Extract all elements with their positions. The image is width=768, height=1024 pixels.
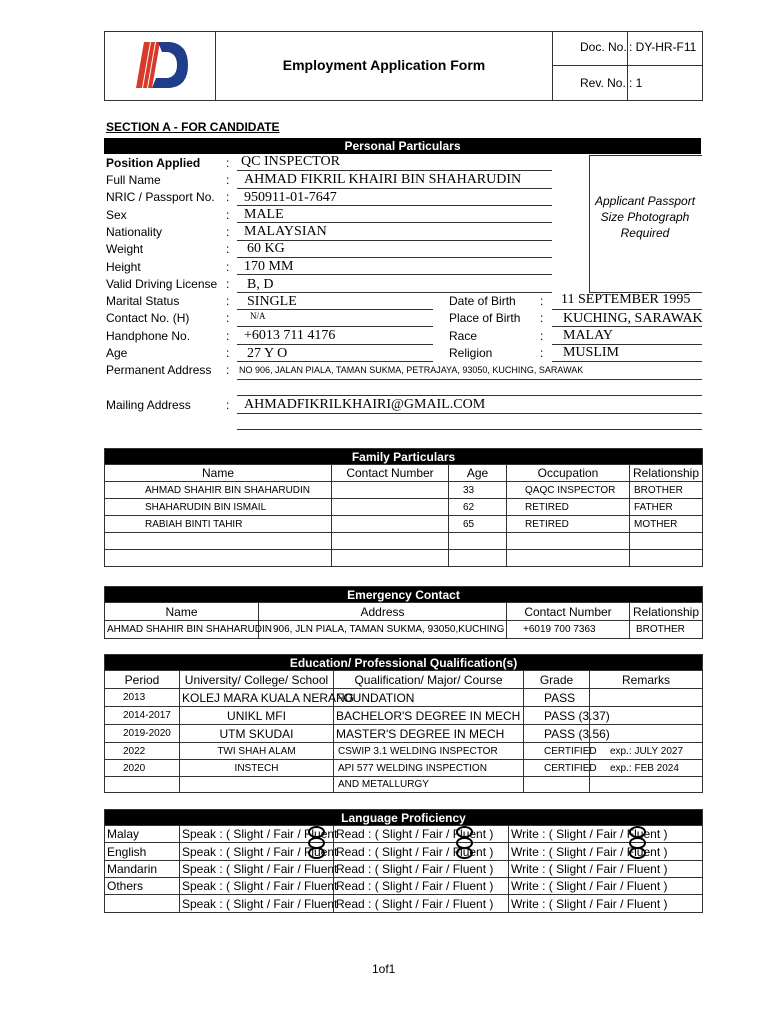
edu-cell-school[interactable]: KOLEJ MARA KUALA NERANG bbox=[180, 689, 334, 707]
emergency-header-contact: Contact Number bbox=[507, 603, 630, 621]
family-cell-name[interactable]: AHMAD SHAHIR BIN SHAHARUDIN bbox=[105, 482, 332, 499]
family-cell-empty[interactable] bbox=[507, 550, 630, 567]
colon: : bbox=[540, 311, 544, 325]
family-cell-empty[interactable] bbox=[449, 550, 507, 567]
doc-no-label: Doc. No. bbox=[580, 40, 627, 54]
rev-no-value: : 1 bbox=[629, 76, 643, 90]
edu-cell-period[interactable]: 2019-2020 bbox=[105, 725, 180, 743]
family-cell-age[interactable]: 65 bbox=[449, 516, 507, 533]
field-value-height[interactable]: 170 MM bbox=[244, 259, 294, 274]
field-value-contact[interactable]: N/A bbox=[250, 311, 266, 321]
family-cell-relationship[interactable]: MOTHER bbox=[630, 516, 703, 533]
edu-cell-grade[interactable]: PASS (3.37) bbox=[524, 707, 590, 725]
family-cell-age[interactable]: 62 bbox=[449, 499, 507, 516]
field-value-position[interactable]: QC INSPECTOR bbox=[241, 154, 340, 169]
field-value-permanent[interactable]: NO 906, JALAN PIALA, TAMAN SUKMA, PETRAJAYA, 93050, KUCHING, SARAWAK bbox=[239, 365, 584, 375]
selection-circle-mark bbox=[629, 847, 646, 859]
emergency-table bbox=[104, 586, 703, 639]
education-header-school: University/ College/ School bbox=[180, 671, 334, 689]
field-label-fullname: Full Name bbox=[106, 173, 161, 187]
field-value-nric[interactable]: 950911-01-7647 bbox=[244, 190, 337, 205]
edu-cell-grade[interactable]: CERTIFIED bbox=[524, 760, 590, 777]
edu-cell-period[interactable]: 2020 bbox=[105, 760, 180, 777]
personal-particulars-bar: Personal Particulars bbox=[104, 138, 701, 154]
edu-cell-grade[interactable]: PASS bbox=[524, 689, 590, 707]
selection-circle-mark bbox=[456, 847, 473, 859]
emergency-cell-name[interactable]: AHMAD SHAHIR BIN SHAHARUDIN bbox=[105, 621, 259, 639]
family-particulars-bar: Family Particulars bbox=[105, 449, 703, 465]
emergency-header-relationship: Relationship bbox=[630, 603, 703, 621]
table-row bbox=[105, 550, 703, 567]
field-label-handphone: Handphone No. bbox=[106, 329, 191, 343]
lang-cell-read[interactable]: Read : ( Slight / Fair / Fluent ) bbox=[334, 895, 509, 913]
edu-cell-remarks[interactable] bbox=[590, 777, 703, 793]
field-value-sex[interactable]: MALE bbox=[244, 207, 284, 222]
lang-cell-speak[interactable]: Speak : ( Slight / Fair / Fluent bbox=[180, 878, 334, 895]
lang-cell-write[interactable]: Write : ( Slight / Fair / Fluent ) bbox=[509, 878, 703, 895]
colon: : bbox=[226, 398, 230, 412]
field-label-nric: NRIC / Passport No. bbox=[106, 190, 215, 204]
family-cell-empty[interactable] bbox=[630, 550, 703, 567]
field-label-position: Position Applied bbox=[106, 156, 201, 170]
edu-cell-school[interactable]: UTM SKUDAI bbox=[180, 725, 334, 743]
table-row bbox=[105, 533, 703, 550]
edu-cell-grade[interactable] bbox=[524, 777, 590, 793]
emergency-cell-relationship[interactable]: BROTHER bbox=[630, 621, 703, 639]
table-row bbox=[105, 826, 703, 843]
family-cell-empty[interactable] bbox=[507, 533, 630, 550]
family-cell-occupation[interactable]: QAQC INSPECTOR bbox=[507, 482, 630, 499]
field-label-pob: Place of Birth bbox=[449, 311, 521, 325]
field-value-mailing[interactable]: AHMADFIKRILKHAIRI@GMAIL.COM bbox=[244, 397, 486, 412]
table-row bbox=[105, 743, 703, 760]
edu-cell-grade[interactable]: CERTIFIED bbox=[524, 743, 590, 760]
family-header-relationship: Relationship bbox=[630, 465, 703, 482]
family-cell-empty[interactable] bbox=[105, 533, 332, 550]
edu-cell-school[interactable]: TWI SHAH ALAM bbox=[180, 743, 334, 760]
family-header-name: Name bbox=[105, 465, 332, 482]
table-row bbox=[105, 777, 703, 793]
colon: : bbox=[226, 294, 230, 308]
education-header-qualification: Qualification/ Major/ Course bbox=[334, 671, 524, 689]
family-cell-empty[interactable] bbox=[332, 550, 449, 567]
lang-cell-speak[interactable]: Speak : ( Slight / Fair / Fluent bbox=[180, 826, 334, 843]
lang-cell-write[interactable]: Write : ( Slight / Fair / Fluent ) bbox=[509, 843, 703, 861]
colon: : bbox=[226, 242, 230, 256]
table-row bbox=[105, 621, 703, 639]
field-value-handphone[interactable]: +6013 711 4176 bbox=[244, 328, 336, 343]
colon: : bbox=[226, 346, 230, 360]
field-label-marital: Marital Status bbox=[106, 294, 180, 308]
family-header-age: Age bbox=[449, 465, 507, 482]
edu-cell-period[interactable]: 2022 bbox=[105, 743, 180, 760]
emergency-cell-contact[interactable]: +6019 700 7363 bbox=[507, 621, 630, 639]
field-label-dob: Date of Birth bbox=[449, 294, 516, 308]
family-table bbox=[104, 448, 703, 567]
field-label-nationality: Nationality bbox=[106, 225, 163, 239]
education-bar: Education/ Professional Qualification(s) bbox=[105, 655, 703, 671]
colon: : bbox=[226, 190, 230, 204]
edu-cell-qualification[interactable]: BACHELOR'S DEGREE IN MECH bbox=[334, 707, 524, 725]
colon: : bbox=[226, 363, 230, 377]
family-cell-name[interactable]: SHAHARUDIN BIN ISMAIL bbox=[105, 499, 332, 516]
colon: : bbox=[226, 208, 230, 222]
lang-cell-write[interactable]: Write : ( Slight / Fair / Fluent ) bbox=[509, 826, 703, 843]
edu-cell-school[interactable]: UNIKL MFI bbox=[180, 707, 334, 725]
lang-cell-write[interactable]: Write : ( Slight / Fair / Fluent ) bbox=[509, 861, 703, 878]
table-row bbox=[105, 760, 703, 777]
emergency-cell-address[interactable]: 906, JLN PIALA, TAMAN SUKMA, 93050,KUCHING bbox=[259, 621, 507, 639]
table-row bbox=[105, 878, 703, 895]
lang-cell-name bbox=[105, 895, 180, 913]
page-number: 1of1 bbox=[372, 962, 396, 976]
field-value-dob[interactable]: 11 SEPTEMBER 1995 bbox=[561, 292, 691, 307]
section-title: SECTION A - FOR CANDIDATE bbox=[106, 120, 280, 134]
family-header-contact: Contact Number bbox=[332, 465, 449, 482]
colon: : bbox=[226, 156, 230, 170]
family-cell-contact[interactable] bbox=[332, 482, 449, 499]
family-cell-contact[interactable] bbox=[332, 516, 449, 533]
table-row bbox=[105, 707, 703, 725]
edu-cell-qualification[interactable]: AND METALLURGY bbox=[334, 777, 524, 793]
edu-cell-school[interactable]: INSTECH bbox=[180, 760, 334, 777]
family-cell-empty[interactable] bbox=[630, 533, 703, 550]
field-label-age: Age bbox=[106, 346, 128, 360]
language-bar: Language Proficiency bbox=[105, 810, 703, 826]
table-row bbox=[105, 482, 703, 499]
emergency-header-name: Name bbox=[105, 603, 259, 621]
field-label-contact: Contact No. (H) bbox=[106, 311, 190, 325]
family-cell-relationship[interactable]: BROTHER bbox=[630, 482, 703, 499]
edu-cell-period[interactable] bbox=[105, 777, 180, 793]
edu-cell-qualification[interactable]: CSWIP 3.1 WELDING INSPECTOR bbox=[334, 743, 524, 760]
edu-cell-qualification[interactable]: MASTER'S DEGREE IN MECH bbox=[334, 725, 524, 743]
family-cell-occupation[interactable]: RETIRED bbox=[507, 516, 630, 533]
field-value-fullname[interactable]: AHMAD FIKRIL KHAIRI BIN SHAHARUDIN bbox=[244, 172, 522, 187]
photo-placeholder-text: Applicant Passport Size Photograph Required bbox=[594, 194, 696, 240]
field-label-weight: Weight bbox=[106, 242, 144, 256]
education-header-period: Period bbox=[105, 671, 180, 689]
table-row bbox=[105, 895, 703, 913]
family-cell-age[interactable]: 33 bbox=[449, 482, 507, 499]
field-label-height: Height bbox=[106, 260, 141, 274]
table-row bbox=[105, 843, 703, 861]
doc-no-value: : DY-HR-F11 bbox=[629, 40, 697, 54]
field-label-race: Race bbox=[449, 329, 478, 343]
table-row bbox=[105, 689, 703, 707]
family-cell-empty[interactable] bbox=[332, 533, 449, 550]
field-value-race[interactable]: MALAY bbox=[563, 328, 614, 343]
colon: : bbox=[226, 311, 230, 325]
education-header-remarks: Remarks bbox=[590, 671, 703, 689]
colon: : bbox=[226, 225, 230, 239]
colon: : bbox=[226, 277, 230, 291]
lang-cell-write[interactable]: Write : ( Slight / Fair / Fluent ) bbox=[509, 895, 703, 913]
field-label-permanent: Permanent Address bbox=[106, 363, 212, 377]
colon: : bbox=[226, 173, 230, 187]
family-cell-occupation[interactable]: RETIRED bbox=[507, 499, 630, 516]
family-header-occupation: Occupation bbox=[507, 465, 630, 482]
colon: : bbox=[540, 294, 544, 308]
colon: : bbox=[540, 346, 544, 360]
edu-cell-qualification[interactable]: FOUNDATION bbox=[334, 689, 524, 707]
lang-cell-read[interactable]: Read : ( Slight / Fair / Fluent ) bbox=[334, 843, 509, 861]
lang-cell-name: Malay bbox=[105, 826, 180, 843]
colon: : bbox=[540, 329, 544, 343]
field-label-sex: Sex bbox=[106, 208, 127, 222]
edu-cell-school[interactable] bbox=[180, 777, 334, 793]
form-title: Employment Application Form bbox=[282, 57, 486, 73]
field-value-driving[interactable]: B, D bbox=[247, 277, 274, 292]
lang-cell-name: Others bbox=[105, 878, 180, 895]
edu-cell-remarks[interactable] bbox=[590, 689, 703, 707]
family-cell-name[interactable]: RABIAH BINTI TAHIR bbox=[105, 516, 332, 533]
emergency-header-address: Address bbox=[259, 603, 507, 621]
lang-cell-speak[interactable]: Speak : ( Slight / Fair / Fluent bbox=[180, 895, 334, 913]
lang-cell-speak[interactable]: Speak : ( Slight / Fair / Fluent bbox=[180, 843, 334, 861]
lang-cell-name: English bbox=[105, 843, 180, 861]
colon: : bbox=[226, 329, 230, 343]
edu-cell-period[interactable]: 2014-2017 bbox=[105, 707, 180, 725]
education-header-grade: Grade bbox=[524, 671, 590, 689]
lang-cell-name: Mandarin bbox=[105, 861, 180, 878]
field-label-driving: Valid Driving License bbox=[106, 277, 218, 291]
field-value-marital[interactable]: SINGLE bbox=[247, 294, 297, 309]
table-row bbox=[105, 725, 703, 743]
lang-cell-speak[interactable]: Speak : ( Slight / Fair / Fluent bbox=[180, 861, 334, 878]
company-logo bbox=[130, 40, 190, 90]
education-table bbox=[104, 654, 703, 793]
table-row bbox=[105, 516, 703, 533]
table-row bbox=[105, 861, 703, 878]
lang-cell-read[interactable]: Read : ( Slight / Fair / Fluent ) bbox=[334, 861, 509, 878]
family-cell-empty[interactable] bbox=[105, 550, 332, 567]
rev-no-label: Rev. No. bbox=[580, 76, 626, 90]
field-value-age[interactable]: 27 Y O bbox=[247, 346, 288, 361]
edu-cell-grade[interactable]: PASS (3.56) bbox=[524, 725, 590, 743]
edu-cell-remarks[interactable]: exp.: JULY 2027 bbox=[590, 743, 703, 760]
edu-cell-remarks[interactable]: exp.: FEB 2024 bbox=[590, 760, 703, 777]
language-table bbox=[104, 809, 703, 913]
lang-cell-read[interactable]: Read : ( Slight / Fair / Fluent ) bbox=[334, 878, 509, 895]
field-value-religion[interactable]: MUSLIM bbox=[563, 345, 620, 360]
field-label-religion: Religion bbox=[449, 346, 493, 360]
edu-cell-period[interactable]: 2013 bbox=[105, 689, 180, 707]
field-value-weight[interactable]: 60 KG bbox=[247, 241, 285, 256]
colon: : bbox=[226, 260, 230, 274]
family-cell-empty[interactable] bbox=[449, 533, 507, 550]
family-cell-contact[interactable] bbox=[332, 499, 449, 516]
field-value-pob[interactable]: KUCHING, SARAWAK bbox=[563, 311, 703, 326]
field-value-nationality[interactable]: MALAYSIAN bbox=[244, 224, 327, 239]
edu-cell-qualification[interactable]: API 577 WELDING INSPECTION bbox=[334, 760, 524, 777]
field-label-mailing: Mailing Address bbox=[106, 398, 191, 412]
selection-circle-mark bbox=[308, 847, 325, 859]
lang-cell-read[interactable]: Read : ( Slight / Fair / Fluent ) bbox=[334, 826, 509, 843]
table-row bbox=[105, 499, 703, 516]
emergency-contact-bar: Emergency Contact bbox=[105, 587, 703, 603]
family-cell-relationship[interactable]: FATHER bbox=[630, 499, 703, 516]
